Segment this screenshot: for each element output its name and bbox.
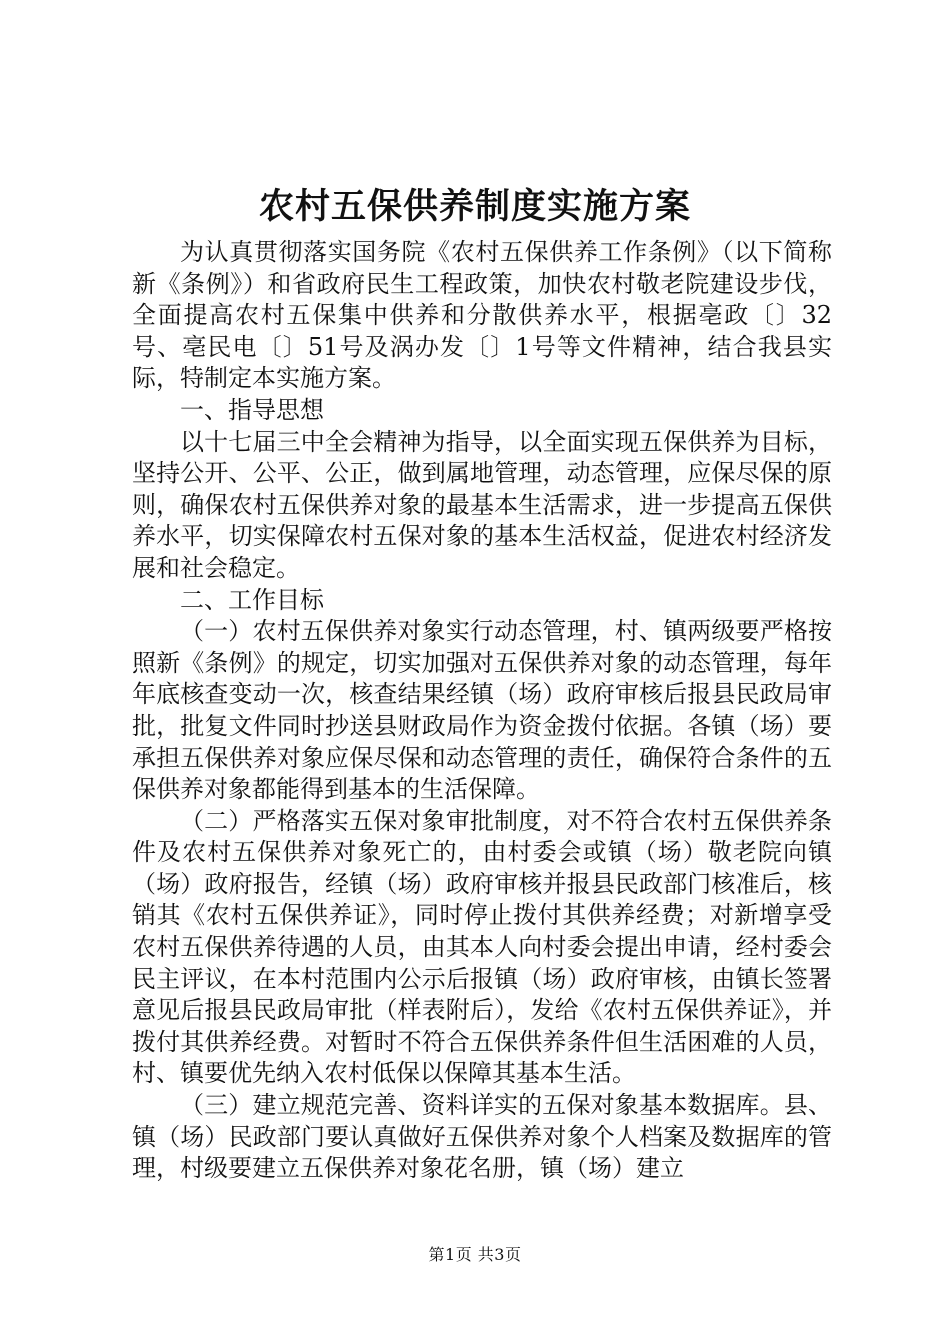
document-title: 农村五保供养制度实施方案 [258,186,691,227]
paragraph-intro: 为认真贯彻落实国务院《农村五保供养工作条例》（以下简称新《条例》）和省政府民生工程政策，加快农村敬老院建设步伐，全面提高农村五保集中供养和分散供养水平，根据亳政〔〕32号、亳民电〔〕51号及涡办发〔〕1号等文件精神，结合我县实际，特制定本实施方案。 [132,238,832,393]
paragraph-goal-2: （二）严格落实五保对象审批制度，对不符合农村五保供养条件及农村五保供养对象死亡的，由村委会或镇（场）敬老院向镇（场）政府报告，经镇（场）政府审核并报县民政部门核准后，核销其《农村五保供养证》，同时停止拨付其供养经费；对新增享受农村五保供养待遇的人员，由其本人向村委会提出申请，经村委会民主评议，在本村范围内公示后报镇（场）政府审核，由镇长签署意见后报县民政局审批（样表附后），发给《农村五保供养证》，并拨付其供养经费。对暂时不符合五保供养条件但生活困难的人员，村、镇要优先纳入农村低保以保障其基本生活。 [132,806,832,1088]
document-body [132,237,832,1185]
section-heading-work-goals: 二、工作目标 [180,585,324,614]
paragraph-goal-3: （三）建立规范完善、资料详实的五保对象基本数据库。县、镇（场）民政部门要认真做好五保供养对象个人档案及数据库的管理，村级要建立五保供养对象花名册，镇（场）建立 [132,1091,832,1183]
paragraph-goal-1: （一）农村五保供养对象实行动态管理，村、镇两级要严格按照新《条例》的规定，切实加强对五保供养对象的动态管理，每年年底核查变动一次，核查结果经镇（场）政府审核后报县民政局审批，批复文件同时抄送县财政局作为资金拨付依据。各镇（场）要承担五保供养对象应保尽保和动态管理的责任，确保符合条件的五保供养对象都能得到基本的生活保障。 [132,617,832,804]
page-number-footer: 第1页 共3页 [428,1245,522,1264]
section-heading-guiding-thought: 一、指导思想 [180,395,324,424]
paragraph-guiding-thought: 以十七届三中全会精神为指导，以全面实现五保供养为目标，坚持公开、公平、公正，做到属地管理，动态管理，应保尽保的原则，确保农村五保供养对象的最基本生活需求，进一步提高五保供养水平，切实保障农村五保对象的基本生活权益，促进农村经济发展和社会稳定。 [132,427,832,582]
